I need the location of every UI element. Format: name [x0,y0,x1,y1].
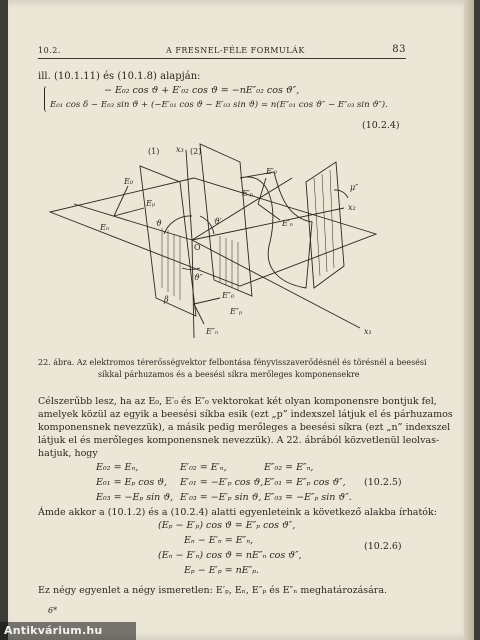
caption-line-1: 22. ábra. Az elektromos térerősségvektor felbontása fényvisszaverődésnél és törésnél a beesési [38,358,427,367]
eq-10-2-5-r1c2: E′₀₂ = E′ₙ, [180,462,227,473]
signature-mark: 6* [48,606,58,615]
label-Ep-double-prime: E″ₚ [230,307,243,316]
x1-axis [192,240,360,328]
label-theta: ϑ [156,219,162,228]
figure-22 [44,138,392,356]
label-En: Eₙ [100,223,110,232]
E0pp-vector [194,298,220,304]
watermark-logo: Antikvárium.hu [0,622,136,640]
eq-10-2-5-r1c3: E″₀₂ = E″ₙ, [264,462,314,473]
incident-ray [74,204,192,240]
paragraph-line: látjuk el és merőleges komponensnek nevezzük). A 22. ábrából közvetlenül leolvas- [38,435,440,446]
label-x2: x₂ [348,203,356,212]
book-page [8,0,474,640]
label-plane-2: (2) [190,147,202,156]
label-x3: x₃ [176,145,184,154]
paragraph-components [38,395,453,460]
E0-vector [114,186,128,216]
eq-10-2-6-line2: Eₙ − E′ₙ = E″ₙ, [184,535,254,546]
paragraph-line: amelyek közül az egyik a beesési síkba esik (ezt „p” indexszel látjuk el és párhuzamos [38,409,453,420]
eq-10-2-5-r1c1: E₀₂ = Eₙ, [96,462,139,473]
paragraph-line: komponensnek nevezzük), a másik pedig merőleges a beesési síkra (ezt „n” indexszel [38,422,451,433]
eq-10-2-5-r3c3: E″₀₃ = −E″ₚ sin ϑ″. [264,492,352,503]
caption-line-2: síkkal párhuzamos és a beesési síkra merőleges komponensekre [98,369,360,379]
equation-number-10-2-4: (10.2.4) [362,120,400,131]
equation-10-2-4-line1: − E₀₂ cos ϑ + E′₀₂ cos ϑ = −nE″₀₂ cos ϑ″, [104,85,300,96]
paragraph-line: Célszerűbb lesz, ha az E₀, E′₀ és E″₀ vektorokat két olyan komponensre bontjuk fel, [38,396,437,407]
label-beta: β [164,295,169,304]
Enp-vector [258,204,280,220]
label-E0-prime: E′₀ [266,167,277,176]
eq-10-2-5-r3c1: E₀₃ = −Eₚ sin ϑ, [96,492,174,503]
paragraph-line: hatjuk, hogy [38,448,98,459]
label-x1: x₁ [364,327,372,336]
figure-caption [38,357,427,380]
equation-number-10-2-6: (10.2.6) [364,541,402,552]
label-Ep: Eₚ [146,199,156,208]
eq-10-2-6-line3: (Eₙ − E′ₙ) cos ϑ = nE″ₙ cos ϑ″, [158,550,302,561]
label-En-prime: E′ₙ [282,219,293,228]
x3-axis [186,150,192,240]
page-spine-shadow [464,0,474,640]
eq-10-2-5-r3c2: E′₀₃ = −E′ₚ sin ϑ, [180,492,262,503]
eq-10-2-6-line1: (Eₚ − E′ₚ) cos ϑ = E″ₚ cos ϑ″, [158,520,296,531]
theta-p-arc [200,216,214,234]
equation-number-10-2-5: (10.2.5) [364,477,402,488]
running-header [38,44,406,59]
label-theta-double-prime: ϑ″ [194,273,203,282]
label-plane-1: (1) [148,147,160,156]
running-title: A FRESNEL-FÉLE FORMULÁK [166,46,305,55]
label-En-double-prime: E″ₙ [206,327,219,336]
transition-sentence: Ámde akkor a (10.1.2) és a (10.2.4) alatti egyenleteink a következő alakba írhatók: [38,507,437,518]
eq-10-2-5-r2c1: E₀₁ = Eₚ cos ϑ, [96,477,168,488]
intro-line: ill. (10.1.11) és (10.1.8) alapján: [38,71,201,82]
closing-sentence: Ez négy egyenlet a négy ismeretlen: E′ₚ, Eₙ, E″ₚ és E″ₙ meghatározására. [38,585,388,596]
eq-10-2-5-r2c3: E″₀₁ = E″ₚ cos ϑ″, [264,477,346,488]
page-number: 83 [392,44,406,55]
section-number: 10.2. [38,46,61,55]
equation-10-2-4-line2: E₀₁ cos δ − E₀₃ sin ϑ + (−E′₀₁ cos ϑ − E′₀₃ sin ϑ) = n(E″₀₁ cos ϑ″ − E″₀₃ sin ϑ″). [50,100,388,110]
label-theta-prime: ϑ′ [214,217,222,226]
label-E0-double-prime: E″₀ [222,291,235,300]
eq-10-2-5-r2c2: E′₀₁ = −E′ₚ cos ϑ, [180,477,264,488]
refracted-ray [192,240,194,338]
eq-10-2-6-line4: Eₚ − E′ₚ = nE″ₚ. [184,565,260,576]
mu-arc [334,190,348,198]
label-Ep-prime: E′ₚ [242,189,253,198]
label-E0: E₀ [124,177,134,186]
label-origin: O [194,243,201,252]
Ep-vector [114,208,144,216]
label-mu: μ″ [350,183,359,192]
